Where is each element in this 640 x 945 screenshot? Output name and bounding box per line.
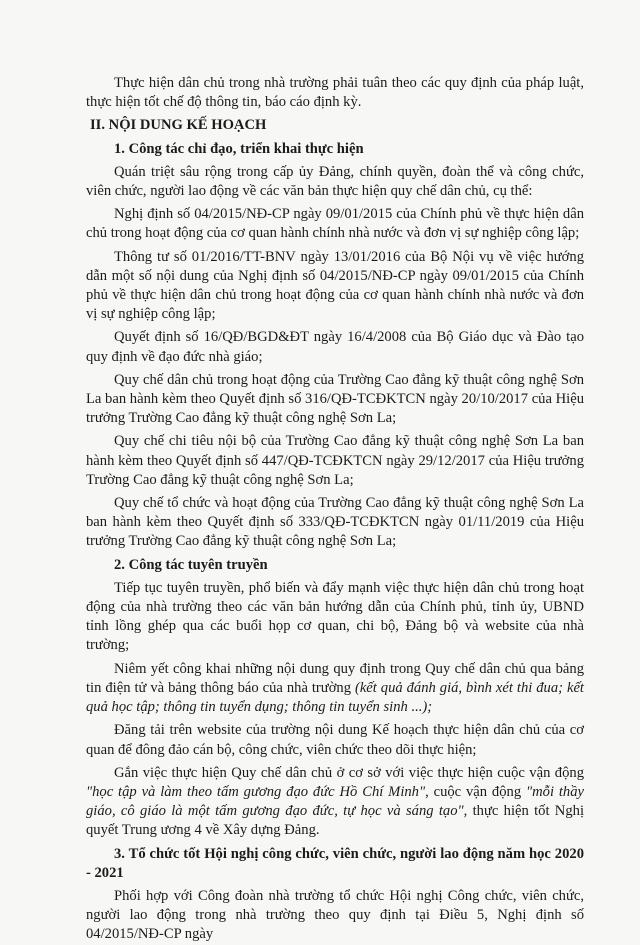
paragraph-quan-triet: Quán triệt sâu rộng trong cấp ủy Đảng, chính quyền, đoàn thể và công chức, viên chức, người lao động về các văn bản thực hiện quy chế dân chủ, cụ thể: (86, 163, 584, 200)
subsection-heading-2: 2. Công tác tuyên truyền (114, 556, 268, 573)
gan-viec-mid: , cuộc vận động (425, 783, 526, 800)
paragraph-dang-tai: Đăng tải trên website của trường nội dung Kế hoạch thực hiện dân chủ của cơ quan để đông đảo cán bộ, công chức, viên chức theo dõi thực hiện; (86, 722, 584, 758)
paragraph-thong-tu: Thông tư số 01/2016/TT-BNV ngày 13/01/2016 của Bộ Nội vụ về việc hướng dẫn một số nội dung của Nghị định số 04/2015/NĐ-CP ngày 09/01/2015 của Chính phủ về thực hiện dân chủ trong hoạt động của cơ quan hành chính nhà nước và đơn vị sự nghiệp công lập; (86, 248, 584, 323)
gan-viec-tail: , thực hiện tốt Nghị quyết Trung ương 4 về Xây dựng Đảng. (86, 803, 584, 839)
paragraph-niem-yet (86, 660, 584, 718)
section-heading-ii: II. NỘI DUNG KẾ HOẠCH (90, 117, 267, 134)
paragraph-quyet-dinh: Quyết định số 16/QĐ/BGD&ĐT ngày 16/4/2008 của Bộ Giáo dục và Đào tạo quy định về đạo đức nhà giáo; (86, 329, 584, 365)
subsection-heading-1: 1. Công tác chỉ đạo, triển khai thực hiện (114, 140, 364, 157)
niem-yet-italic: (kết quả đánh giá, bình xét thi đua; kết quả học tập; thông tin tuyển dụng; thông tin tuyển sinh ...); (86, 679, 584, 716)
paragraph-gan-viec (86, 764, 584, 841)
gan-viec-italic-2: "mỗi thầy giáo, cô giáo là một tấm gương đạo đức, tự học và sáng tạo" (86, 783, 584, 820)
gan-viec-lead: Gắn việc thực hiện Quy chế dân chủ ở cơ sở với việc thực hiện cuộc vận động (114, 764, 584, 781)
paragraph-quy-che-dan-chu: Quy chế dân chủ trong hoạt động của Trường Cao đẳng kỹ thuật công nghệ Sơn La ban hành kèm theo Quyết định số 316/QĐ-TCĐKTCN ngày 20/10/2017 của Hiệu trưởng Trường Cao đẳng kỹ thuật công nghệ Sơn La; (86, 371, 584, 427)
subsection-heading-3: 3. Tổ chức tốt Hội nghị công chức, viên chức, người lao động năm học 2020 - 2021 (86, 845, 584, 881)
paragraph-intro: Thực hiện dân chủ trong nhà trường phải tuân theo các quy định của pháp luật, thực hiện tốt chế độ thông tin, báo cáo định kỳ. (86, 75, 584, 111)
paragraph-nghi-dinh: Nghị định số 04/2015/NĐ-CP ngày 09/01/2015 của Chính phủ về thực hiện dân chủ trong hoạt động của cơ quan hành chính nhà nước và đơn vị sự nghiệp công lập; (86, 206, 584, 242)
paragraph-phoi-hop: Phối hợp với Công đoàn nhà trường tổ chức Hội nghị Công chức, viên chức, người lao động trong nhà trường theo quy định tại Điều 5, Nghị định số 04/2015/NĐ-CP ngày (86, 887, 584, 943)
gan-viec-italic-1: "học tập và làm theo tấm gương đạo đức Hồ Chí Minh" (86, 783, 426, 800)
paragraph-quy-che-to-chuc: Quy chế tổ chức và hoạt động của Trường Cao đẳng kỹ thuật công nghệ Sơn La ban hành kèm theo Quyết định số 333/QĐ-TCĐKTCN ngày 01/11/2019 của Hiệu trưởng Trường Cao đẳng kỹ thuật công nghệ Sơn La; (86, 495, 584, 550)
niem-yet-text: Niêm yết công khai những nội dung quy định trong Quy chế dân chủ qua bảng tin điện tử và bảng thông báo của nhà trường (86, 660, 584, 696)
paragraph-tuyen-truyen: Tiếp tục tuyên truyền, phổ biến và đẩy mạnh việc thực hiện dân chủ trong hoạt động của nhà trường theo các văn bản hướng dẫn của Chính phủ, tỉnh ủy, UBND tỉnh lồng ghép qua các buổi họp cơ quan, chi bộ, Đảng bộ và website của nhà trường; (86, 579, 584, 654)
paragraph-quy-che-chi-tieu: Quy chế chi tiêu nội bộ của Trường Cao đẳng kỹ thuật công nghệ Sơn La ban hành kèm theo Quyết định số 447/QĐ-TCĐKTCN ngày 29/12/2017 của Hiệu trưởng Trường Cao đẳng kỹ thuật công nghệ Sơn La; (86, 433, 584, 488)
